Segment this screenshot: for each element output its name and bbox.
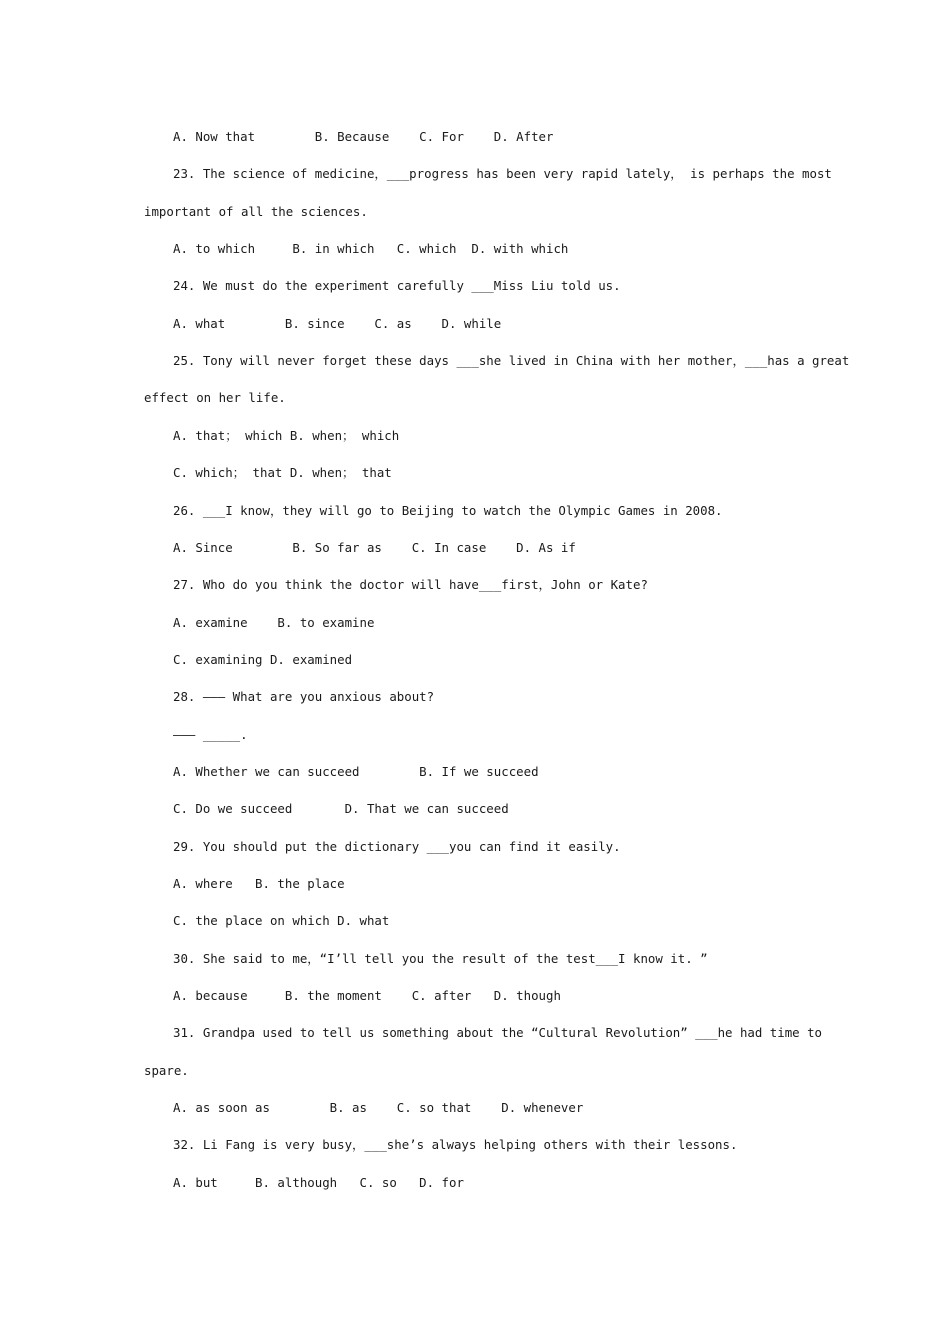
text-line: important of all the sciences. <box>144 204 368 219</box>
text-line: C. the place on which D. what <box>173 913 390 928</box>
text-line: A. but B. although C. so D. for <box>173 1175 464 1190</box>
text-line: spare. <box>144 1063 189 1078</box>
text-line: 23. The science of medicine，___progress has been very rapid lately， is perhaps the most <box>173 166 832 181</box>
text-line: C. which； that D. when； that <box>173 465 392 480</box>
text-line: A. examine B. to examine <box>173 615 375 630</box>
text-line: A. to which B. in which C. which D. with which <box>173 241 569 256</box>
text-line: C. Do we succeed D. That we can succeed <box>173 801 509 816</box>
text-line: A. as soon as B. as C. so that D. whenever <box>173 1100 584 1115</box>
text-line: C. examining D. examined <box>173 652 353 667</box>
text-line: 27. Who do you think the doctor will have___first，John or Kate? <box>173 577 648 592</box>
text-line: 31. Grandpa used to tell us something about the “Cultural Revolution” ___he had time to <box>173 1025 823 1040</box>
text-line: A. Now that B. Because C. For D. After <box>173 129 554 144</box>
text-line: A. what B. since C. as D. while <box>173 316 502 331</box>
text-line: A. where B. the place <box>173 876 345 891</box>
text-line: A. Since B. So far as C. In case D. As if <box>173 540 576 555</box>
text-line: 24. We must do the experiment carefully ___Miss Liu told us. <box>173 278 621 293</box>
text-line: 28. ——— What are you anxious about? <box>173 689 435 704</box>
text-line: ——— _____. <box>173 727 248 742</box>
text-line: 29. You should put the dictionary ___you can find it easily. <box>173 839 621 854</box>
text-line: effect on her life. <box>144 390 286 405</box>
text-line: 26. ___I know，they will go to Beijing to watch the Olympic Games in 2008. <box>173 503 723 518</box>
text-line: 30. She said to me，“I’ll tell you the result of the test___I know it. ” <box>173 951 708 966</box>
text-line: A. because B. the moment C. after D. though <box>173 988 561 1003</box>
text-line: A. that； which B. when； which <box>173 428 400 443</box>
text-line: A. Whether we can succeed B. If we succeed <box>173 764 539 779</box>
text-line: 25. Tony will never forget these days ___she lived in China with her mother，___has a great <box>173 353 850 368</box>
text-line: 32. Li Fang is very busy，___she’s always helping others with their lessons. <box>173 1137 738 1152</box>
